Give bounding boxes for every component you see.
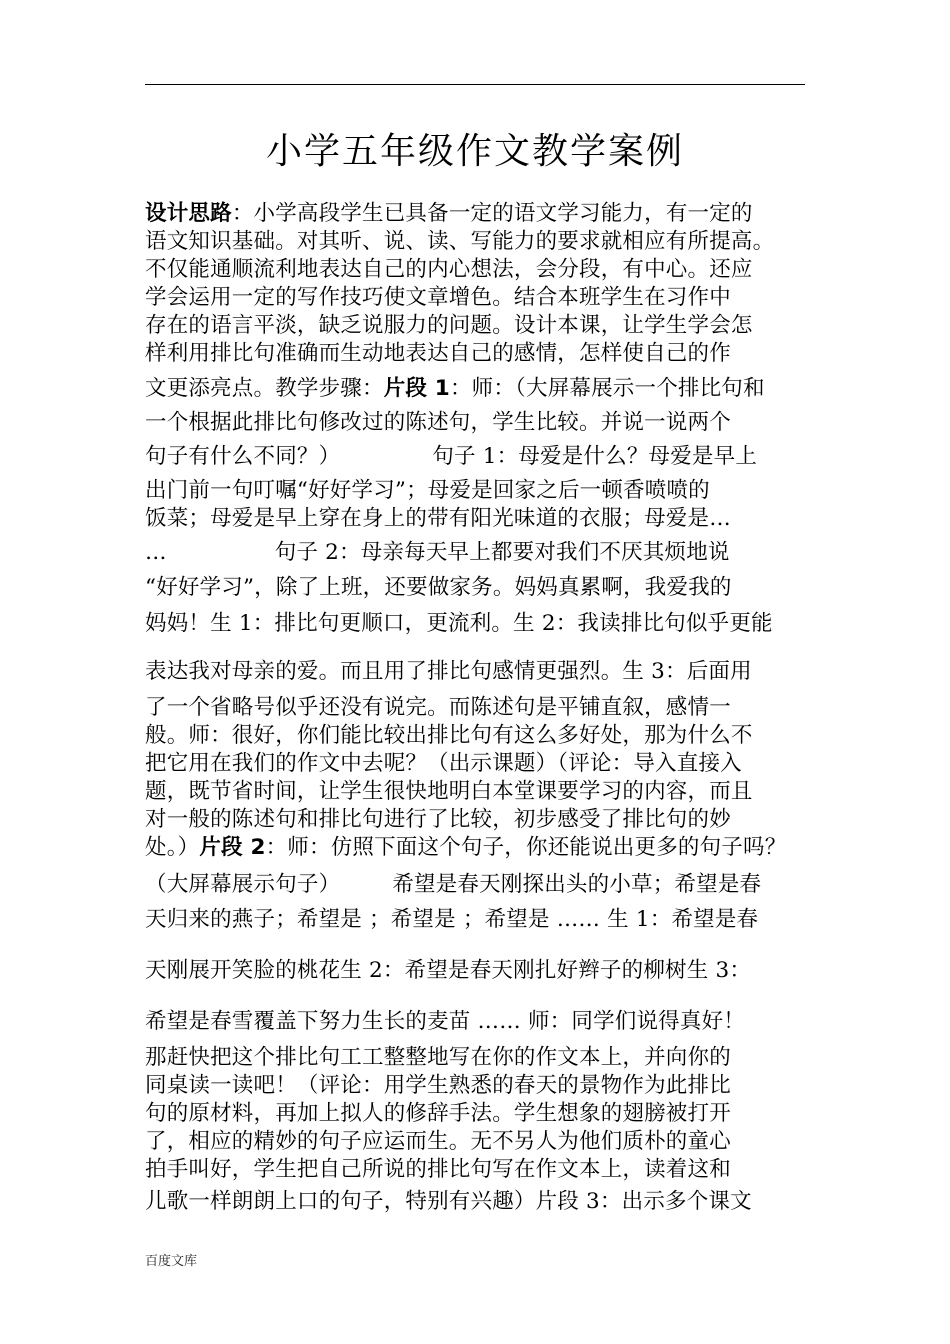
bold-label: 设计思路 bbox=[145, 201, 232, 226]
text-line: 学会运用一定的写作技巧使文章增色。结合本班学生在习作中 bbox=[145, 285, 731, 310]
text-line: 存在的语言平淡，缺乏说服力的问题。设计本课，让学生学会怎 bbox=[145, 313, 753, 338]
line-text: 句子 1：母爱是什么？母爱是早上 bbox=[432, 444, 758, 469]
text-line: 般。师：很好，你们能比较出排比句有这么多好处，那为什么不 bbox=[145, 723, 753, 748]
line-text: 文更添亮点。教学步骤： bbox=[145, 376, 384, 401]
line-text: 句子 2：母亲每天早上都要对我们不厌其烦地说 bbox=[274, 540, 730, 565]
text-line bbox=[145, 196, 810, 227]
line-text: … bbox=[145, 540, 167, 565]
text-line: 妈妈！生 1：排比句更顺口，更流利。生 2：我读排比句似乎更能 bbox=[145, 611, 773, 636]
text-line bbox=[145, 830, 810, 861]
text-line: 表达我对母亲的爱。而且用了排比句感情更强烈。生 3：后面用 bbox=[145, 659, 752, 684]
footer-label: 百度文库 bbox=[145, 1254, 198, 1269]
line-text: 处。） bbox=[145, 835, 200, 860]
text-line: 一个根据此排比句修改过的陈述句，学生比较。并说一说两个 bbox=[145, 410, 731, 435]
text-line: 儿歌一样朗朗上口的句子，特别有兴趣）片段 3：出示多个课文 bbox=[145, 1189, 752, 1214]
header-rule bbox=[145, 84, 805, 85]
line-text: （大屏幕展示句子） bbox=[145, 872, 341, 897]
text-line: 语文知识基础。对其听、说、读、写能力的要求就相应有所提高。 bbox=[145, 229, 775, 254]
bold-label: 片段 1 bbox=[383, 376, 450, 401]
text-line: 希望是春雪覆盖下努力生长的麦苗 …… 师：同学们说得真好！ bbox=[145, 1009, 745, 1034]
text-line: 同桌读一读吧！（评论：用学生熟悉的春天的景物作为此排比 bbox=[145, 1073, 731, 1098]
text-line: 对一般的陈述句和排比句进行了比较，初步感受了排比句的妙 bbox=[145, 807, 731, 832]
text-line: 饭菜；母爱是早上穿在身上的带有阳光味道的衣服；母爱是… bbox=[145, 506, 731, 531]
line-text: ：师：（大屏幕展示一个排比句和 bbox=[449, 376, 765, 401]
text-line bbox=[145, 371, 810, 402]
text-line: 了一个省略号似乎还没有说完。而陈述句是平铺直叙，感情一 bbox=[145, 695, 731, 720]
line-text: ：师：仿照下面这个句子，你还能说出更多的句子吗？ bbox=[265, 835, 787, 860]
text-line: 句的原材料，再加上拟人的修辞手法。学生想象的翅膀被打开 bbox=[145, 1101, 731, 1126]
line-text: ：小学高段学生已具备一定的语文学习能力，有一定的 bbox=[231, 201, 753, 226]
text-line: 把它用在我们的作文中去呢？（出示课题）（评论：导入直接入 bbox=[145, 751, 742, 776]
line-text: 希望是春天刚探出头的小草；希望是春 bbox=[392, 872, 762, 897]
text-line bbox=[145, 439, 810, 470]
text-line: 样利用排比句准确而生动地表达自己的感情，怎样使自己的作 bbox=[145, 341, 731, 366]
text-line: 出门前一句叮嘱“好好学习”；母爱是回家之后一顿香喷喷的 bbox=[145, 478, 710, 503]
text-line: 了，相应的精妙的句子应运而生。无不另人为他们质朴的童心 bbox=[145, 1129, 731, 1154]
text-line: 不仅能通顺流利地表达自己的内心想法，会分段，有中心。还应 bbox=[145, 257, 753, 282]
text-line bbox=[145, 535, 810, 566]
text-line: 那赶快把这个排比句工工整整地写在你的作文本上，并向你的 bbox=[145, 1045, 731, 1070]
text-line: 天归来的燕子；希望是 ；希望是 ；希望是 …… 生 1：希望是春 bbox=[145, 907, 759, 932]
line-text: 句子有什么不同？） bbox=[145, 444, 341, 469]
text-line: 题，既节省时间，让学生很快地明白本堂课要学习的内容，而且 bbox=[145, 779, 753, 804]
page-title: 小学五年级作文教学案例 bbox=[265, 131, 684, 172]
text-line: 天刚展开笑脸的桃花生 2：希望是春天刚扎好辫子的柳树生 3： bbox=[145, 958, 752, 983]
text-line: “好好学习”，除了上班，还要做家务。妈妈真累啊，我爱我的 bbox=[145, 575, 732, 600]
text-line bbox=[145, 867, 810, 898]
bold-label: 片段 2 bbox=[199, 835, 266, 860]
text-line: 拍手叫好，学生把自己所说的排比句写在作文本上，读着这和 bbox=[145, 1157, 731, 1182]
